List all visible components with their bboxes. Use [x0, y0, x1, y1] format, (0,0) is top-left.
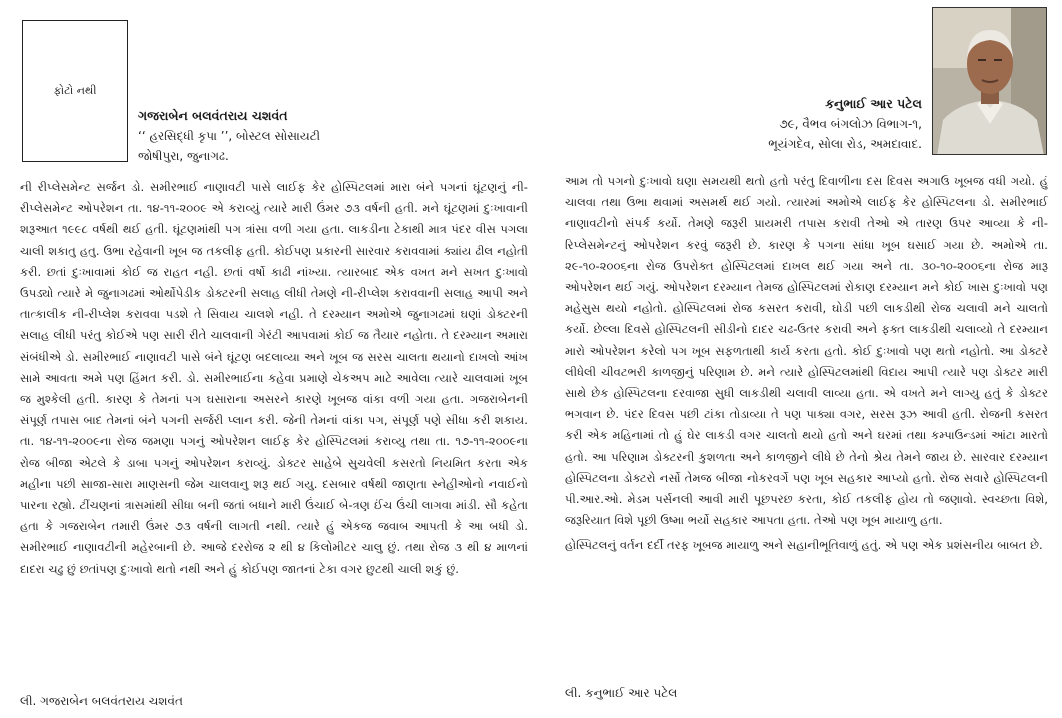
right-author-block — [768, 94, 922, 154]
left-signature: લી. ગજરાબેન બલવંતરાય ચશવંત — [20, 694, 183, 708]
author-portrait-photo — [932, 7, 1047, 155]
right-signature: લી. કનુભાઈ આર પટેલ — [565, 686, 678, 700]
left-author-address-line1: ‘‘ હરસિદ્ધી કૃપા ’’, બોસ્ટલ સોસાયટી — [138, 129, 321, 143]
left-author-address-line2: જોષીપુરા, જુનાગઢ. — [138, 149, 229, 163]
right-author-address-line2: ભૂયંગદેવ, સોલા રોડ, અમદાવાદ. — [768, 137, 922, 151]
right-author-address-line1: ૭૯, વૈભવ બંગલોઝ વિભાગ-૧, — [779, 117, 922, 131]
photo-placeholder-box — [22, 20, 128, 162]
right-testimonial-closing: હોસ્પિટલનું વર્તન દર્દી તરફ ખૂબજ માયાળુ અને સહાનીભૂતિવાળું હતું. એ પણ એક પ્રશંસનીય બાબત છે. — [565, 538, 1043, 553]
right-testimonial-body: આમ તો પગનો દુઃખાવો ઘણા સમયથી થતો હતો પરંતુ દિવાળીના દસ દિવસ અગાઉ ખૂબજ વધી ગયો. હું ચાલવા તથા ઉભા થવામાં અસમર્થ થઈ ગયો. ત્યારમાં અમોએ લાઈફ કેર હોસ્પિટલના ડો. સમીરભાઈ નાણાવટીનો સંપર્ક કર્યો. તેમણે જરૂરી પ્રાયમરી તપાસ કરાવી તેઓ એ તારણ ઉપર આવ્યા કે ની-રિપ્લેસમેન્ટનું ઓપરેશન કરવું જરૂરી છે. કારણ કે પગના સાંધા ખૂબ ઘસાઈ ગયા છે. અમોએ તા. ૨૯-૧૦-૨૦૦૬ના રોજ ઉપરોક્ત હોસ્પિટલમાં દાખલ થઈ ગયા અને તા. ૩૦-૧૦-૨૦૦૬ના રોજ મારૂ ઓપરેશન થઈ ગયું. ઓપરેશન દરમ્યાન તેમજ હોસ્પિટલમાં રોકાણ દરમ્યાન મને કોઈ ખાસ દુઃખાવો પણ મહેસુસ થયો નહોતો. હોસ્પિટલમાં રોજ કસરત કરાવી, ઘોડી પછી લાકડીથી રોજ ચલાવી મને ચાલતો કર્યો. છેલ્લા દિવસે હોસ્પિટલની સીડીનો દાદર ચઢ-ઉતર કરાવી અને ફક્ત લાકડીથી ચલાવ્યો તે દરમ્યાન મારો ઓપરેશન કરેલો પગ ખૂબ સફળતાથી કાર્ય કરતા હતો. કોઈ દુઃખાવો પણ થતો નહોતો. આ ડોક્ટરે લીધેલી ચીવટભરી કાળજીનું પરિણામ છે. મને ત્યારે હોસ્પિટલમાંથી વિદાય આપી ત્યારે પણ ડોક્ટર મારી સાથે છેક હોસ્પિટલના દરવાજા સુધી લાકડીથી ચલાવી લાવ્યા હતા. એ વખતે મને લાગ્યુ હતું કે ડોક્ટર ભગવાન છે. પંદર દિવસ પછી ટાંકા તોડાવ્યા તે પણ પાક્યા વગર, સરસ રૂઝ આવી હતી. રોજની કસરત કરી એક મહિનામાં તો હું ઘેર લાકડી વગર ચાલતો થયો હતો અને ઘરમાં તથા કમ્પાઉન્ડમાં આંટા મારતો હતો. આ પરિણામ ડોક્ટરની કુશળતા અને કાળજીને લીધે છે તેનો શ્રેય તેમને જાય છે. સારવાર દરમ્યાન હોસ્પિટલના ડોક્ટરો નર્સો તેમજ બીજા નોકરવર્ગે પણ ખૂબ સહકાર આપ્યો હતો. રોજ સવારે હોસ્પિટલની પી.આર.ઓ. મેડમ પર્સનલી આવી મારી પૂછપરછ કરતા, કોઈ તકલીફ હોય તો જણાવો. સ્વચ્છતા વિશે, જરૂરિયાત વિશે પૂછી ઉષ્મા ભર્યો સહકાર આપતા હતા. તેઓ પણ ખૂબ માયાળુ હતા. — [565, 174, 1048, 528]
left-testimonial-body: ની રીપ્લેસમેન્ટ સર્જન ડો. સમીરભાઈ નાણાવટી પાસે લાઈફ કેર હોસ્પિટલમાં મારા બંને પગનાં ઘૂંટણનું ની-રીપ્લેસમેન્ટ ઓપરેશન તા. ૧૪-૧૧-૨૦૦૯ એ કરાવ્યું ત્યારે મારી ઉંમર ૭૩ વર્ષની હતી. મને ઘૂંટણમાં દુઃખાવાની શરૂઆત ૧૯૯૮ વર્ષથી થઈ હતી. ઘૂંટણમાંથી પગ ત્રાંસા વળી ગયા હતા. લાકડીના ટેકાથી માત્ર પંદર વીસ પગલા ચાલી શકાતુ હતુ. ઉભા રહેવાની ખૂબ જ તકલીફ હતી. કોઈપણ પ્રકારની સારવાર કરાવવામાં ક્યાંય ઢીલ નહોતી કરી. છતાં દુઃખાવામાં કોઈ જ રાહત નહી. છતાં વર્ષો કાઢી નાંખ્યા. ત્યારબાદ એક વખત મને સખત દુઃખાવો ઉપડ્યો ત્યારે મે જુનાગઢમાં ઓર્થોપેડીક ડોક્ટરની સલાહ લીધી તેમણે ની-રીપ્લેશ કરાવવાની સલાહ આપી અને તાત્કાલીક ની-રીપ્લેશ કરાવવા પડશે તે સિવાય ચાલશે નહી. તે દરમ્યાન અમોએ જુનાગઢમાં ઘણાં ડોક્ટરની સલાહ લીધી પરંતુ કોઈએ પણ સારી રીતે ચાલવાની ગેરંટી આપવામાં કોઈ જ તૈયાર નહોતા. તે દરમ્યાન અમારા સંબંધીએ ડો. સમીરભાઈ નાણાવટી પાસે બંને ઘૂંટણ બદલાવ્યા અને ખૂબ જ સરસ ચાલતા થયાનો દાખલો આંખ સામે આવતા અમે પણ હિંમત કરી. ડો. સમીરભાઈના કહેવા પ્રમાણે ચેકઅપ માટે આવેલા ત્યારે ચાલવામાં ખૂબ જ મુશ્કેલી હતી. કારણ કે તેમનાં પગ ઘસારાના અસરને કારણે ખૂબજ વાંકા વળી ગયા હતા. ગજરાબેનની સંપૂર્ણ તપાસ બાદ તેમનાં બંને પગની સર્જરી પ્લાન કરી. જેની તેમનાં વાંકા પગ, સંપૂર્ણ પણે સીધા કરી શકાય. તા. ૧૪-૧૧-૨૦૦૯ના રોજ જમણા પગનું ઓપરેશન લાઈફ કેર હોસ્પિટલમાં કરાવ્યુ તથા તા. ૧૭-૧૧-૨૦૦૯ના રોજ બીજા એટલે કે ડાબા પગનું ઓપરેશન કરાવ્યું. ડોક્ટર સાહેબે સુચવેલી કસરતો નિયમિત કરતા એક મહીના પછી સાજા-સારા માણસની જેમ ચાલવાનુ શરૂ થઈ ગયુ. દસબાર વર્ષથી જાણતા સ્નેહીઓનો નવાઈનો પારના રહ્યો. ટીંચણનાં ત્રાસમાંથી સીધા બની જતાં બધાને મારી ઉંચાઈ બે-ત્રણ ઈંચ ઉંચી લાગવા માંડી. સૌ કહેતા હતા કે ગજરાબેન તમારી ઉંમર ૭૩ વર્ષની લાગતી નથી. ત્યારે હું એકજ જવાબ આપતી કે આ બધી ડો. સમીરભાઈ નાણાવટીની મહેરબાની છે. આજે દરરોજ ૨ થી ૪ કિલોમીટર ચાલુ છું. તથા રોજ ૩ થી ૪ માળનાં દાદરા ચઢુ છું છતાંપણ દુઃખાવો થતો નથી અને હું કોઈપણ જાતનાં ટેકા વગર છુટથી ચાલી શકું છું. — [20, 180, 528, 576]
right-author-name: કનુભાઈ આર પટેલ — [825, 96, 922, 111]
left-author-block — [138, 106, 320, 166]
left-author-name: ગજરાબેન બલવંતરાય ચશવંત — [138, 108, 288, 123]
right-testimonial-text — [565, 171, 1048, 557]
portrait-illustration — [933, 8, 1047, 155]
photo-placeholder-label: ફોટો નથી — [53, 84, 97, 97]
